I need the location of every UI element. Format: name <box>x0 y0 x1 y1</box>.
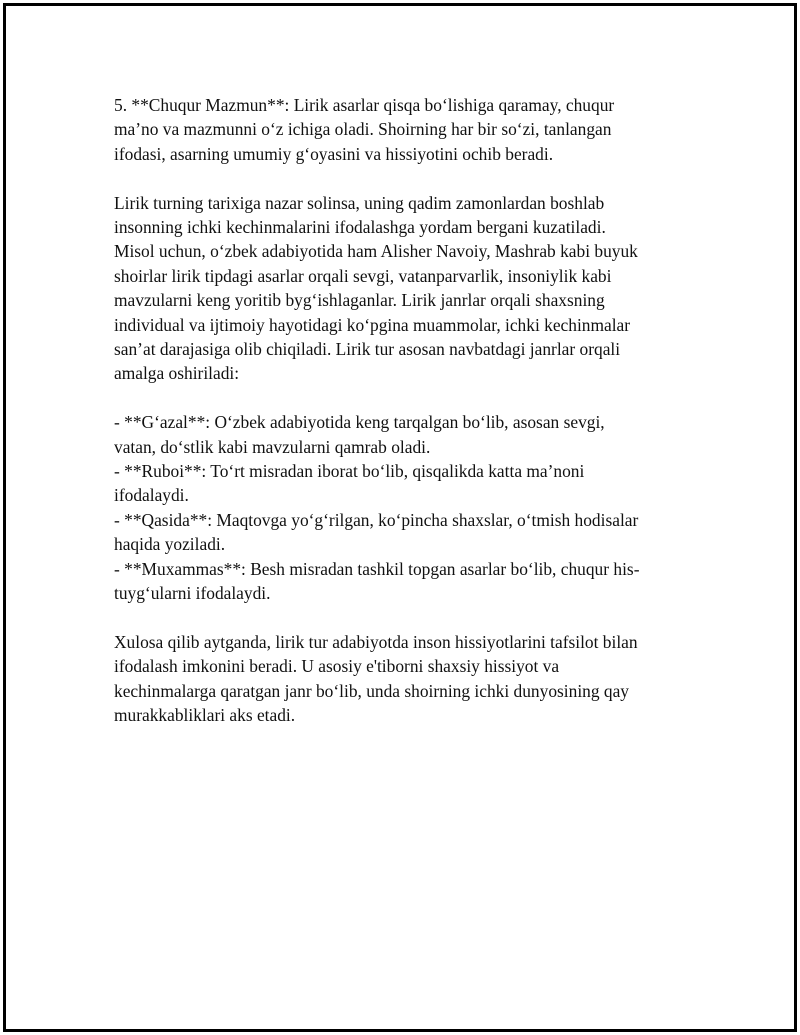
text-line: Misol uchun, o‘zbek adabiyotida ham Alisher Navoiy, Mashrab kabi buyuk <box>114 241 638 262</box>
text-line: - **Ruboi**: To‘rt misradan iborat bo‘lib, qisqalikda katta ma’noni <box>114 461 585 482</box>
text-line: shoirlar lirik tipdagi asarlar orqali sevgi, vatanparvarlik, insoniylik kabi <box>114 265 612 286</box>
text-line: vatan, do‘stlik kabi mavzularni qamrab oladi. <box>114 436 431 457</box>
text-line: amalga oshiriladi: <box>114 363 240 384</box>
paragraph-gap <box>114 606 674 630</box>
text-line: - **G‘azal**: O‘zbek adabiyotida keng tarqalgan bo‘lib, asosan sevgi, <box>114 412 605 433</box>
paragraph-gap <box>114 386 674 410</box>
text-line: Lirik turning tarixiga nazar solinsa, uning qadim zamonlardan boshlab <box>114 192 605 213</box>
text-line: - **Qasida**: Maqtovga yo‘g‘rilgan, ko‘pincha shaxslar, o‘tmish hodisalar <box>114 509 639 530</box>
text-line: ifodalaydi. <box>114 485 189 506</box>
text-line: Xulosa qilib aytganda, lirik tur adabiyotda inson hissiyotlarini tafsilot bilan <box>114 631 638 652</box>
text-line: murakkabliklari aks etadi. <box>114 705 296 726</box>
text-line: individual va ijtimoiy hayotidagi ko‘pgina muammolar, ichki kechinmalar <box>114 314 631 335</box>
text-line: - **Muxammas**: Besh misradan tashkil topgan asarlar bo‘lib, chuqur his- <box>114 558 640 579</box>
text-line: kechinmalarga qaratgan janr bo‘lib, unda shoirning ichki dunyosining qay <box>114 680 629 701</box>
text-line: mavzularni keng yoritib byg‘ishlaganlar. Lirik janrlar orqali shaxsning <box>114 290 605 311</box>
text-line: ifodasi, asarning umumiy g‘oyasini va hissiyotini ochib beradi. <box>114 143 554 164</box>
text-line: ma’no va mazmunni o‘z ichiga oladi. Shoirning har bir so‘zi, tanlangan <box>114 119 612 140</box>
paragraph-gap <box>114 166 674 190</box>
document-body <box>114 93 674 728</box>
text-line: tuyg‘ularni ifodalaydi. <box>114 583 271 604</box>
text-line: ifodalash imkonini beradi. U asosiy e'tiborni shaxsiy hissiyot va <box>114 656 560 677</box>
text-line: san’at darajasiga olib chiqiladi. Lirik tur asosan navbatdagi janrlar orqali <box>114 339 621 360</box>
text-line: insonning ichki kechinmalarini ifodalashga yordam bergani kuzatiladi. <box>114 217 606 238</box>
text-line: haqida yoziladi. <box>114 534 226 555</box>
text-line: 5. **Chuqur Mazmun**: Lirik asarlar qisqa bo‘lishiga qaramay, chuqur <box>114 95 615 115</box>
